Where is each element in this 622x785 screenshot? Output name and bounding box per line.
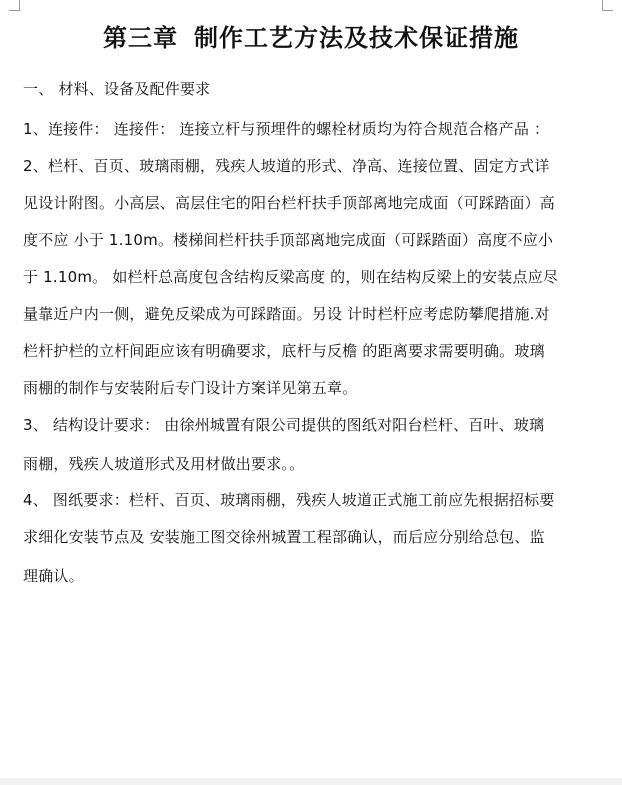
body-line: 栏杆护栏的立杆间距应该有明确要求，底杆与反檐 的距离要求需要明确。玻璃: [23, 342, 545, 360]
body-line: 于 1.10m。 如栏杆总高度包含结构反梁高度 的，则在结构反梁上的安装点应尽: [23, 268, 559, 286]
body-line: 3、 结构设计要求： 由徐州城置有限公司提供的图纸对阳台栏杆、百叶、玻璃: [23, 416, 545, 434]
body-line: 求细化安装节点及 安装施工图交徐州城置工程部确认，而后应分别给总包、监: [23, 528, 545, 546]
body-line: 雨棚的制作与安装附后专门设计方案详见第五章。: [23, 379, 358, 397]
page-corner-mark-top-left: [9, 0, 20, 11]
chapter-title: [0, 18, 622, 53]
body-line: 量靠近户内一侧，避免反梁成为可踩踏面。另设 计时栏杆应考虑防攀爬措施.对: [23, 305, 550, 323]
body-line: 4、 图纸要求：栏杆、百页、玻璃雨棚，残疾人坡道正式施工前应先根据招标要: [23, 491, 555, 509]
chapter-name: 制作工艺方法及技术保证措施: [194, 23, 519, 52]
body-line: 1、连接件： 连接件： 连接立杆与预埋件的螺栓材质均为符合规范合格产品 ：: [23, 120, 550, 138]
page-corner-mark-top-right: [602, 0, 613, 11]
chapter-number: 第三章: [103, 23, 178, 52]
section-heading: 一、 材料、设备及配件要求: [23, 80, 211, 98]
body-line: 2、栏杆、百页、玻璃雨棚，残疾人坡道的形式、净高、连接位置、固定方式详: [23, 157, 550, 175]
body-line: 理确认。: [23, 567, 84, 585]
body-line: 见设计附图。小高层、高层住宅的阳台栏杆扶手顶部离地完成面（可踩踏面）高: [23, 194, 556, 212]
body-line: 度不应 小于 1.10m。楼梯间栏杆扶手顶部离地完成面（可踩踏面）高度不应小: [23, 231, 554, 249]
body-line: 雨棚，残疾人坡道形式及用材做出要求。。: [23, 455, 305, 473]
page-bottom-strip: [0, 778, 622, 785]
